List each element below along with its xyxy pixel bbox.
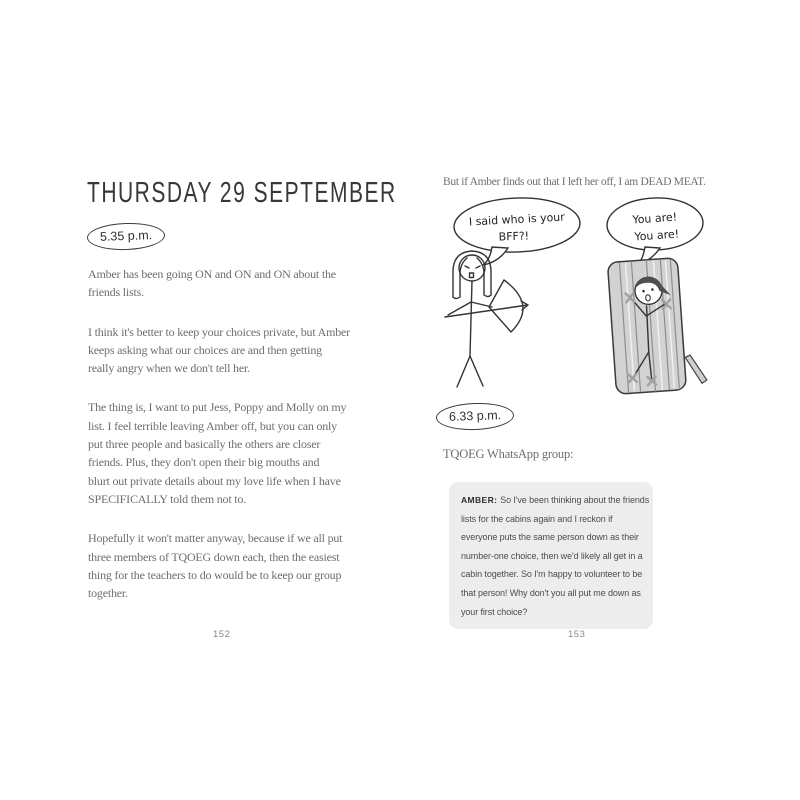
diary-body-text (88, 265, 408, 623)
chat-speaker: AMBER: (461, 495, 501, 505)
board-prop-leg (685, 354, 707, 384)
archer-bubble-line1: I said who is your (468, 210, 566, 229)
victim-mouth (645, 295, 650, 302)
archer-and-target-illustration (440, 194, 725, 404)
archer-mouth (470, 273, 474, 278)
chat-caption: TQOEG WhatsApp group: (443, 447, 574, 461)
chat-line: your first choice? (461, 606, 528, 617)
archer-bubble-line2: BFF?! (498, 229, 530, 244)
archer-figure (445, 251, 528, 387)
page-number-right: 153 (568, 629, 586, 640)
victim-bubble-line2: You are! (634, 227, 680, 244)
chat-line: number-one choice, then we'd likely all get in a (461, 550, 643, 561)
paragraph: The thing is, I want to put Jess, Poppy and Molly on my list. I feel terrible leaving Amber off, but you can only put three people and basically the others are closer friends. Plus, they don't open their big mouths and blurt out private details about my love life when I have SPECIFICALLY told them not to. (88, 400, 347, 506)
victim-bubble-line1: You are! (632, 210, 678, 227)
paragraph: Hopefully it won't matter anyway, because if we all put three members of TQOEG down each, then the easiest thing for the teachers to do would be to keep our group together. (88, 531, 343, 601)
intro-sentence: But if Amber finds out that I left her off, I am DEAD MEAT. (443, 176, 706, 188)
chat-line: everyone puts the same person down as their (461, 532, 639, 543)
time-badge-left: 5.35 p.m. (87, 222, 166, 252)
page-number-left: 152 (213, 629, 231, 640)
target-board (607, 256, 707, 394)
chat-lines (461, 491, 650, 621)
chat-line: that person! Why don't you all put me down as (461, 587, 641, 598)
chat-line: cabin together. So I'm happy to volunteer to be (461, 569, 643, 580)
archer-body (470, 281, 472, 356)
whatsapp-message-bubble (449, 482, 653, 629)
paragraph: Amber has been going ON and ON and ON about the friends lists. (88, 267, 336, 300)
victim-speech-bubble (606, 196, 704, 264)
time-badge-right: 6.33 p.m. (436, 402, 515, 432)
diary-date-heading: THURSDAY 29 SEPTEMBER (87, 177, 397, 209)
chat-line: AMBER: So I've been thinking about the friends (461, 495, 650, 505)
archer-eyes (465, 266, 480, 268)
chat-line: lists for the cabins again and I reckon if (461, 513, 613, 524)
paragraph: I think it's better to keep your choices private, but Amber keeps asking what our choices are and then getting really angry when we don't tell her. (88, 324, 350, 376)
archer-legs (457, 356, 483, 387)
